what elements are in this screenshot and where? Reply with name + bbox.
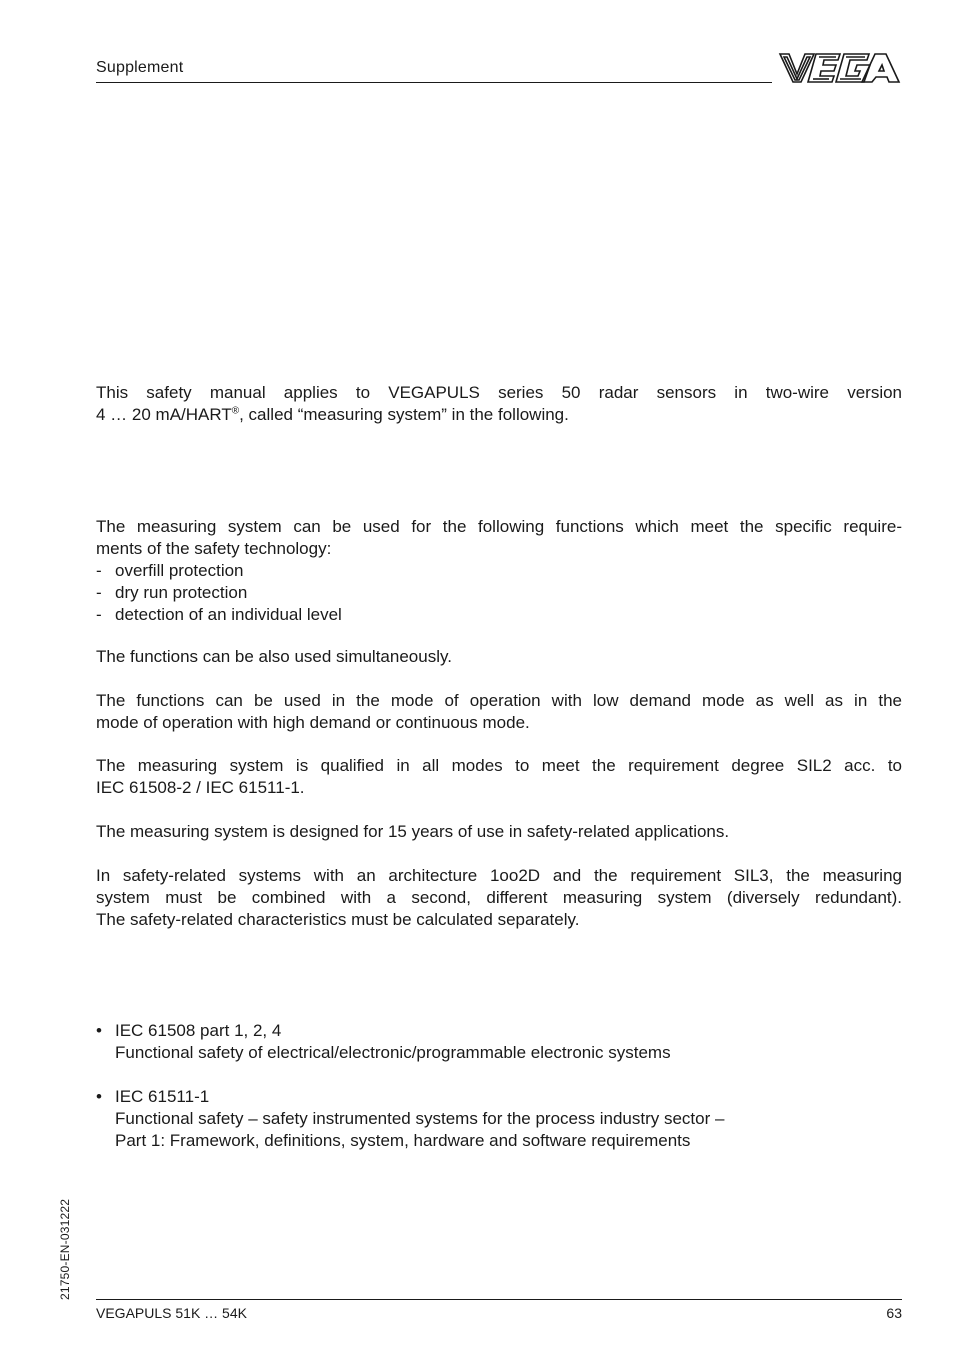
functions-section [96, 516, 902, 626]
functions-intro-line-2: ments of the safety technology: [96, 539, 332, 558]
registered-mark: ® [231, 405, 240, 417]
functions-intro [96, 516, 902, 560]
sil-line-2: IEC 61508-2 / IEC 61511-1. [96, 778, 305, 797]
modes-line-2: mode of operation with high demand or continuous mode. [96, 713, 530, 732]
standard-title: IEC 61511-1 [115, 1087, 210, 1106]
functions-list [96, 560, 902, 626]
sil3-line-3: The safety-related characteristics must be calculated separately. [96, 910, 580, 929]
dash-marker: - [96, 605, 102, 624]
simultaneous-section [96, 646, 902, 668]
bullet-marker: • [96, 1021, 102, 1040]
dash-marker: - [96, 583, 102, 602]
sil-section [96, 755, 902, 799]
standard-item [96, 1020, 902, 1064]
scope-line-1: This safety manual applies to VEGAPULS series 50 radar sensors in two-wire version [96, 383, 902, 402]
sil-line-1: The measuring system is qualified in all modes to meet the requirement degree SIL2 acc. to [96, 756, 902, 775]
simultaneous-paragraph: The functions can be also used simultaneously. [96, 647, 452, 666]
sil3-line-1: In safety-related systems with an architecture 1oo2D and the requirement SIL3, the measuring [96, 866, 902, 885]
scope-paragraph [96, 382, 902, 426]
footer-product: VEGAPULS 51K … 54K [96, 1305, 247, 1321]
sil3-line-2: system must be combined with a second, different measuring system (diversely redundant). [96, 888, 902, 907]
standard-description: Part 1: Framework, definitions, system, hardware and software requirements [115, 1131, 691, 1150]
footer-rule [96, 1299, 902, 1300]
sil3-section [96, 865, 902, 931]
standard-description: Functional safety – safety instrumented systems for the process industry sector – [115, 1109, 725, 1128]
standards-section [96, 1020, 902, 1152]
vega-logo [778, 50, 902, 86]
standard-description: Functional safety of electrical/electronic/programmable electronic systems [115, 1043, 671, 1062]
years-section [96, 821, 902, 843]
years-paragraph: The measuring system is designed for 15 years of use in safety-related applications. [96, 822, 730, 841]
modes-line-1: The functions can be used in the mode of operation with low demand mode as well as in the [96, 691, 902, 710]
bullet-marker: • [96, 1087, 102, 1106]
list-item [96, 604, 902, 626]
list-item-text: detection of an individual level [115, 605, 342, 624]
scope-section [96, 382, 902, 426]
functions-intro-line-1: The measuring system can be used for the following functions which meet the specific require- [96, 517, 902, 536]
header-rule [96, 82, 772, 83]
sil3-paragraph [96, 865, 902, 931]
list-item-text: dry run protection [115, 583, 248, 602]
standard-title: IEC 61508 part 1, 2, 4 [115, 1021, 282, 1040]
modes-section [96, 690, 902, 734]
scope-line-2-prefix: 4 … 20 mA/HART [96, 405, 232, 424]
standard-item [96, 1086, 902, 1152]
section-label: Supplement [96, 59, 184, 76]
document-code: 21750-EN-031222 [58, 1198, 72, 1300]
list-item [96, 582, 902, 604]
dash-marker: - [96, 561, 102, 580]
scope-line-2 [96, 404, 902, 426]
modes-paragraph [96, 690, 902, 734]
list-item [96, 560, 902, 582]
scope-line-2-suffix: , called “measuring system” in the following. [239, 405, 569, 424]
sil-paragraph [96, 755, 902, 799]
list-item-text: overfill protection [115, 561, 244, 580]
page-number: 63 [886, 1305, 902, 1321]
